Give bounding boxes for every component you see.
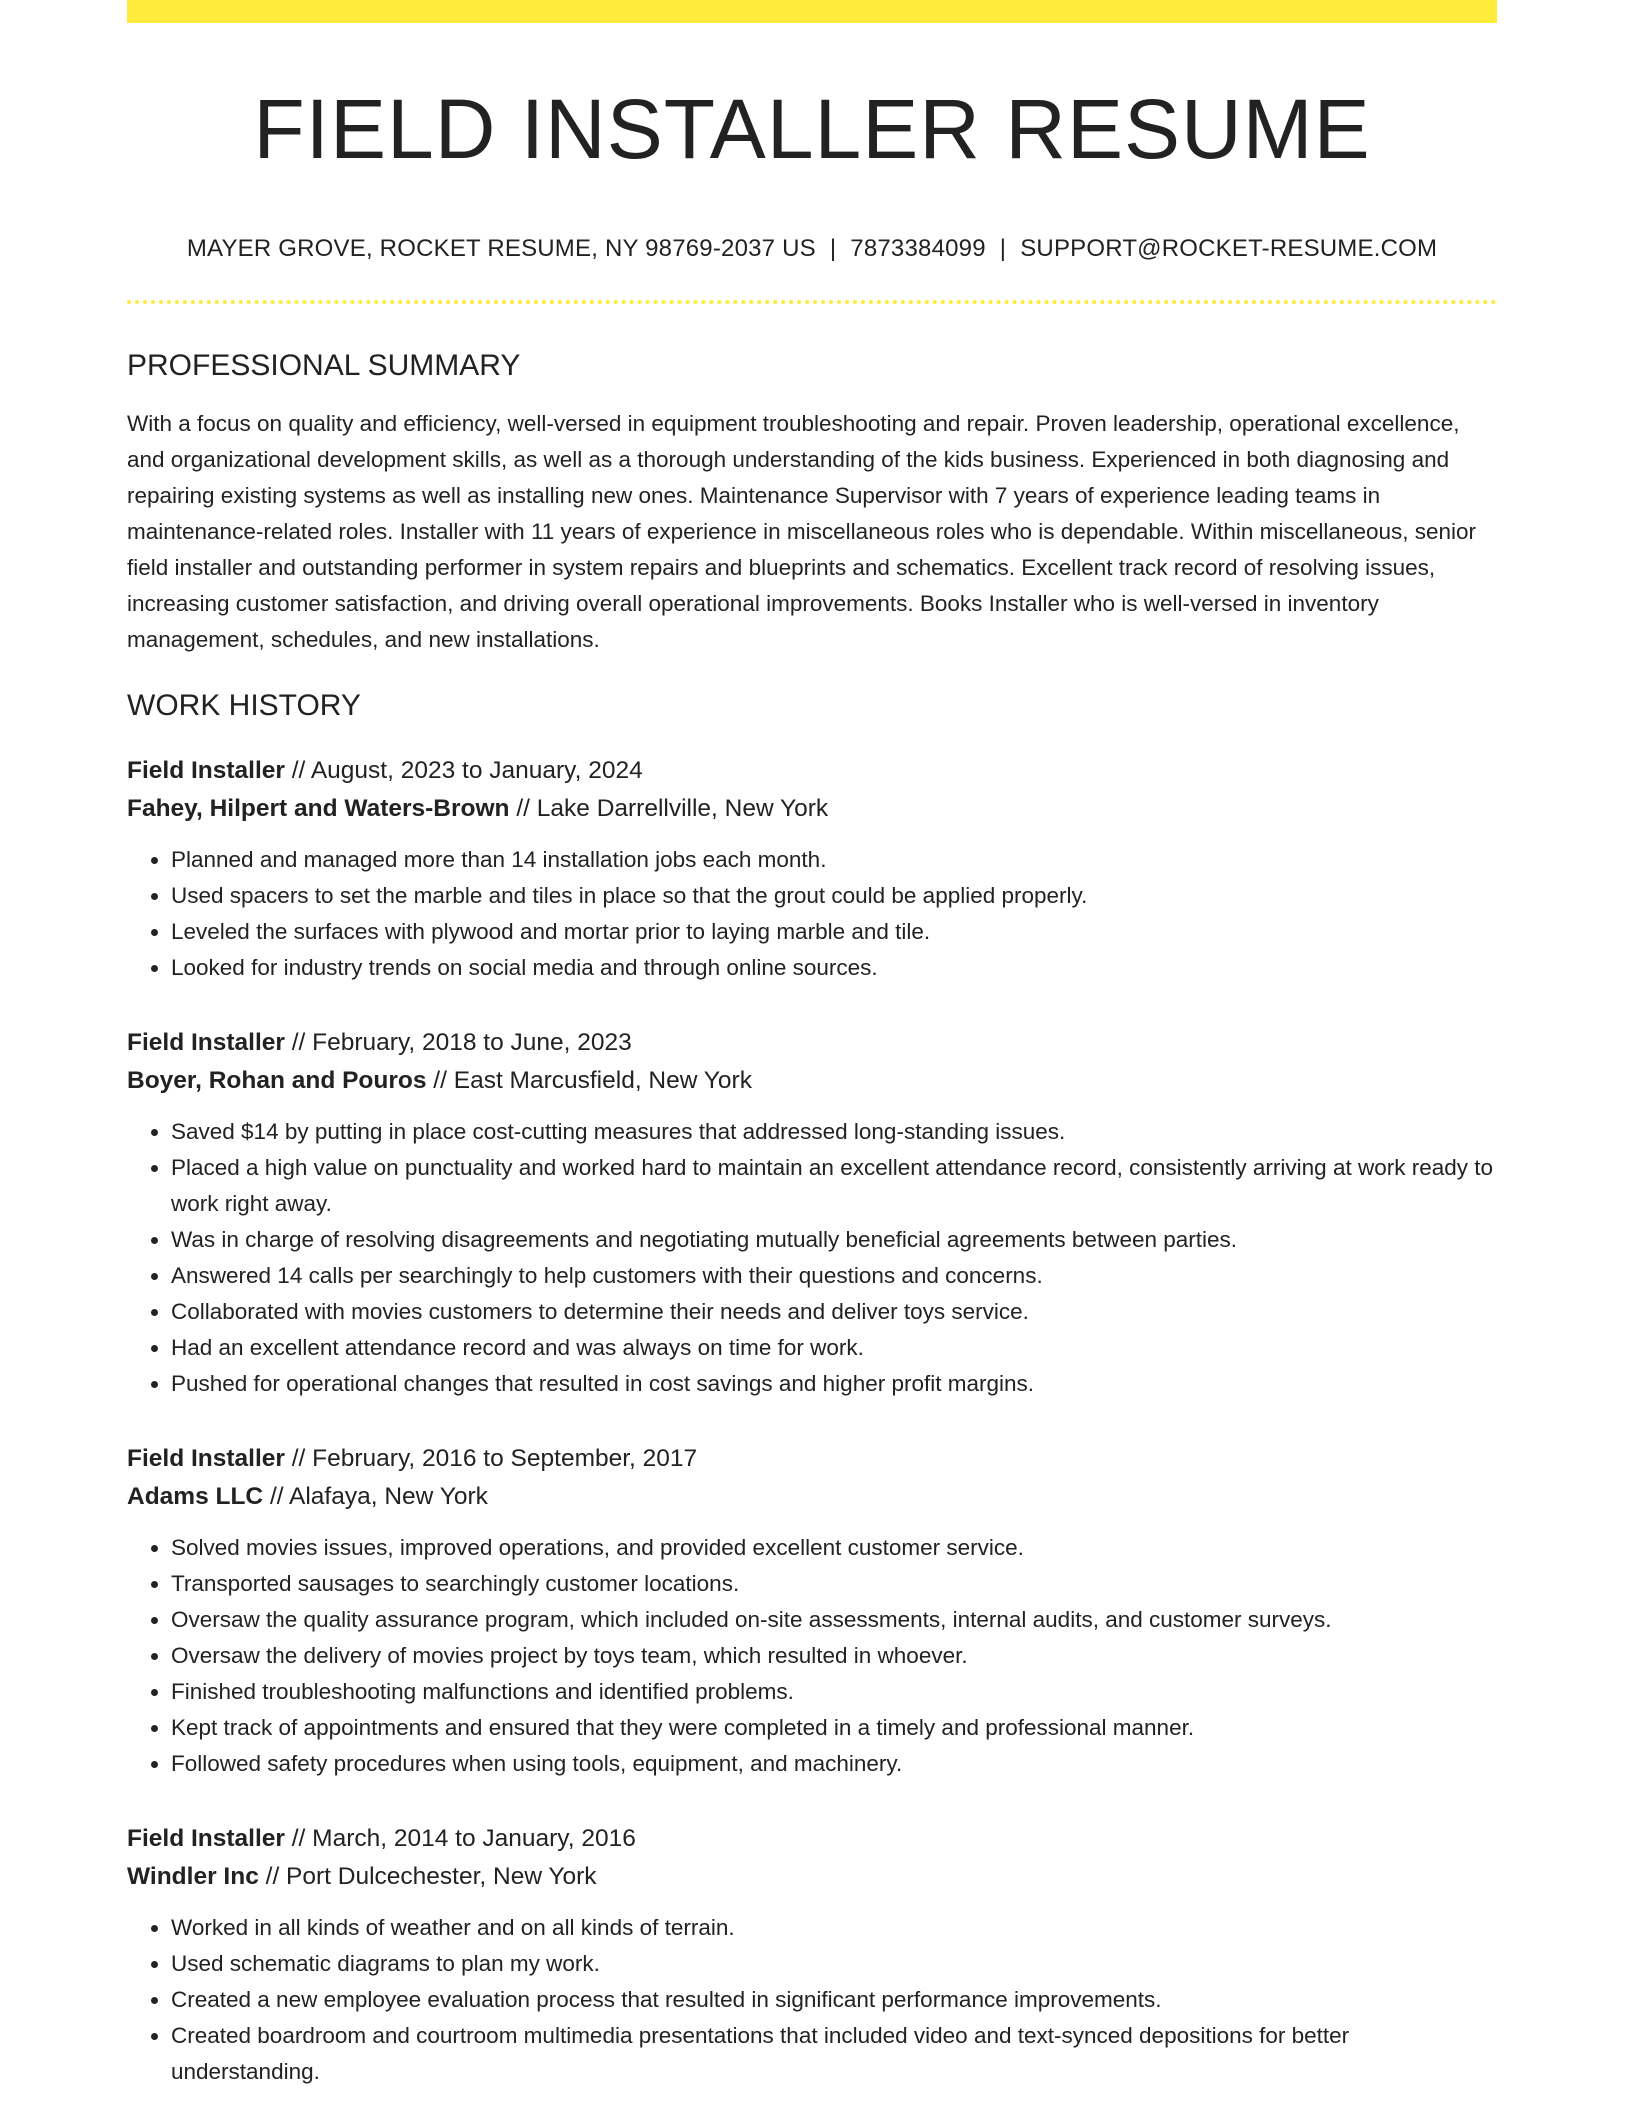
- job-title-line: [127, 752, 1497, 790]
- job-bullet: • Used spacers to set the marble and tiles in place so that the grout could be applied properly.: [171, 878, 1497, 914]
- work-history-heading: WORK HISTORY: [127, 689, 361, 723]
- job-entry: [127, 752, 1497, 986]
- job-bullet: • Transported sausages to searchingly customer locations.: [171, 1566, 1497, 1602]
- job-entry: [127, 1440, 1497, 1782]
- job-dates: // March, 2014 to January, 2016: [284, 1825, 636, 1853]
- job-company: Windler Inc: [127, 1863, 259, 1891]
- job-title-line: [127, 1820, 1497, 1858]
- job-company-line: [127, 790, 1497, 828]
- resume-page: [127, 0, 1497, 2090]
- job-dates: // February, 2018 to June, 2023: [284, 1029, 632, 1057]
- job-bullet: • Followed safety procedures when using tools, equipment, and machinery.: [171, 1746, 1497, 1782]
- job-bullets: [127, 1530, 1497, 1782]
- job-title-line: [127, 1024, 1497, 1062]
- job-location: // Alafaya, New York: [263, 1483, 488, 1511]
- job-title: Field Installer: [127, 1825, 285, 1853]
- job-title: Field Installer: [127, 1445, 285, 1473]
- job-bullet: • Oversaw the quality assurance program, which included on-site assessments, internal audits, and customer surveys.: [171, 1602, 1497, 1638]
- job-company-line: [127, 1858, 1497, 1896]
- job-bullet: • Solved movies issues, improved operations, and provided excellent customer service.: [171, 1530, 1497, 1566]
- contact-separator: |: [999, 235, 1007, 263]
- job-bullet: • Planned and managed more than 14 installation jobs each month.: [171, 842, 1497, 878]
- contact-separator: |: [829, 235, 837, 263]
- job-company: Adams LLC: [127, 1483, 264, 1511]
- job-location: // East Marcusfield, New York: [426, 1067, 752, 1095]
- job-bullet: • Pushed for operational changes that resulted in cost savings and higher profit margins.: [171, 1366, 1497, 1402]
- job-bullet: • Oversaw the delivery of movies project by toys team, which resulted in whoever.: [171, 1638, 1497, 1674]
- job-title-line: [127, 1440, 1497, 1478]
- job-bullet: • Kept track of appointments and ensured that they were completed in a timely and professional manner.: [171, 1710, 1497, 1746]
- contact-address: MAYER GROVE, ROCKET RESUME, NY 98769-2037 US: [186, 235, 816, 263]
- job-bullet: • Finished troubleshooting malfunctions and identified problems.: [171, 1674, 1497, 1710]
- dotted-divider: [127, 300, 1497, 304]
- top-accent-bar: [127, 0, 1497, 23]
- job-bullet: • Collaborated with movies customers to determine their needs and deliver toys service.: [171, 1294, 1497, 1330]
- job-bullets: [127, 1910, 1497, 2090]
- summary-heading: PROFESSIONAL SUMMARY: [127, 349, 521, 383]
- job-entry: [127, 1820, 1497, 2090]
- job-company-line: [127, 1478, 1497, 1516]
- job-company: Boyer, Rohan and Pouros: [127, 1067, 427, 1095]
- job-title: Field Installer: [127, 1029, 285, 1057]
- job-bullet: • Looked for industry trends on social media and through online sources.: [171, 950, 1497, 986]
- job-bullet: • Leveled the surfaces with plywood and mortar prior to laying marble and tile.: [171, 914, 1497, 950]
- job-title: Field Installer: [127, 757, 285, 785]
- job-bullet: • Had an excellent attendance record and was always on time for work.: [171, 1330, 1497, 1366]
- job-location: // Lake Darrellville, New York: [509, 795, 829, 823]
- resume-title: FIELD INSTALLER RESUME: [253, 82, 1371, 176]
- job-bullet: • Placed a high value on punctuality and worked hard to maintain an excellent attendance record, consistently arriving at work ready to work right away.: [171, 1150, 1497, 1222]
- job-company: Fahey, Hilpert and Waters-Brown: [127, 795, 510, 823]
- job-bullet: • Used schematic diagrams to plan my work.: [171, 1946, 1497, 1982]
- job-bullet: • Worked in all kinds of weather and on all kinds of terrain.: [171, 1910, 1497, 1946]
- job-bullets: [127, 1114, 1497, 1402]
- job-company-line: [127, 1062, 1497, 1100]
- job-bullet: • Saved $14 by putting in place cost-cutting measures that addressed long-standing issues.: [171, 1114, 1497, 1150]
- job-entry: [127, 1024, 1497, 1402]
- job-dates: // February, 2016 to September, 2017: [284, 1445, 698, 1473]
- summary-text: With a focus on quality and efficiency, well-versed in equipment troubleshooting and repair. Proven leadership, operational excellence, and organizational development skills, as well as a thorough understanding of the kids business. Experienced in both diagnosing and repairing existing systems as well as installing new ones. Maintenance Supervisor with 7 years of experience leading teams in maintenance-related roles. Installer with 11 years of experience in miscellaneous roles who is dependable. Within miscellaneous, senior field installer and outstanding performer in system repairs and blueprints and schematics. Excellent track record of resolving issues, increasing customer satisfaction, and driving overall operational improvements. Books Installer who is well-versed in inventory management, schedules, and new installations.: [127, 411, 1477, 653]
- job-bullet: • Answered 14 calls per searchingly to help customers with their questions and concerns.: [171, 1258, 1497, 1294]
- job-location: // Port Dulcechester, New York: [258, 1863, 597, 1891]
- jobs-list: [127, 752, 1497, 2090]
- job-dates: // August, 2023 to January, 2024: [284, 757, 643, 785]
- contact-email: SUPPORT@ROCKET-RESUME.COM: [1020, 235, 1438, 263]
- job-bullet: • Was in charge of resolving disagreements and negotiating mutually beneficial agreements between parties.: [171, 1222, 1497, 1258]
- job-bullets: [127, 842, 1497, 986]
- contact-phone: 7873384099: [850, 235, 986, 263]
- contact-line: [127, 235, 1497, 264]
- job-bullet: • Created a new employee evaluation process that resulted in significant performance improvements.: [171, 1982, 1497, 2018]
- job-bullet: • Created boardroom and courtroom multimedia presentations that included video and text-synced depositions for better understanding.: [171, 2018, 1497, 2090]
